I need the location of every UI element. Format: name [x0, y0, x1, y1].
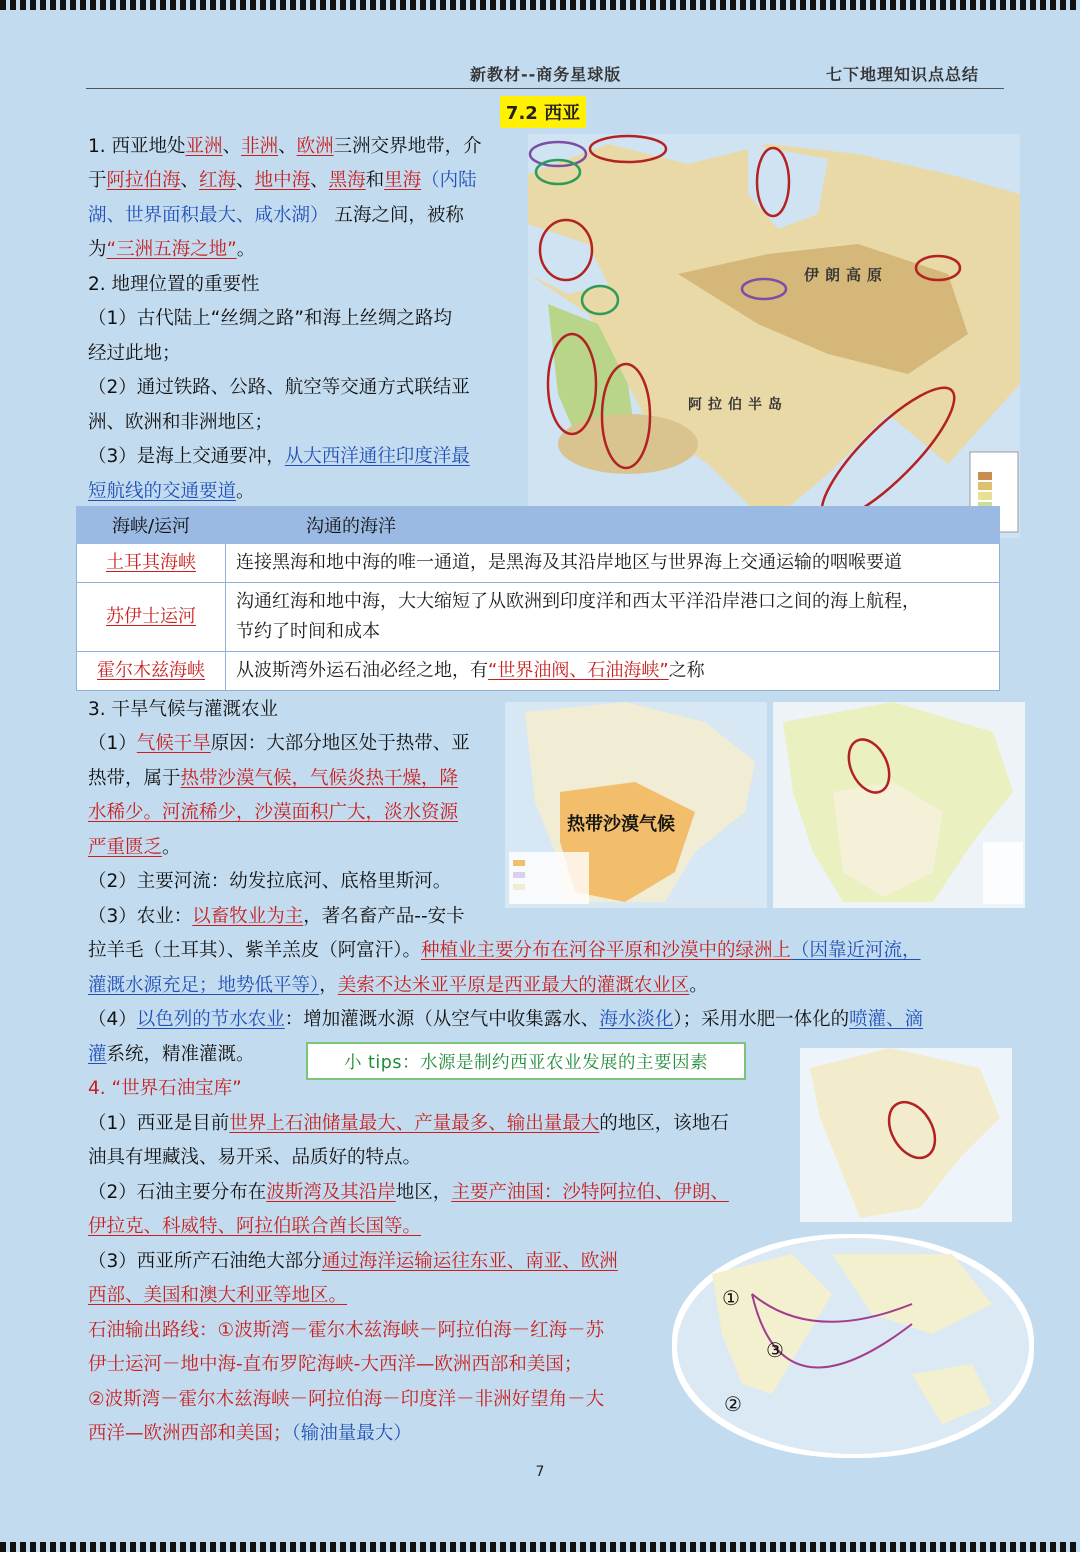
header-right: 七下地理知识点总结: [826, 65, 980, 84]
term: 通过海洋运输运往东亚、南亚、欧洲: [321, 1251, 618, 1272]
text: （3）农业：: [88, 906, 193, 927]
text: 、: [180, 170, 200, 191]
term: 海水淡化: [599, 1009, 674, 1030]
p4-line-f: [88, 1284, 347, 1308]
p3-line-b: [88, 767, 458, 791]
section-title: 7.2 西亚: [500, 96, 586, 128]
p2-s2b: 洲、欧洲和非洲地区；: [88, 412, 274, 433]
oil-route-world-map: [672, 1234, 1034, 1458]
table-cell-value: [226, 652, 1000, 691]
term: 热带沙漠气候，气候炎热干燥，降: [180, 768, 459, 789]
p1-line1: [88, 135, 482, 159]
p4-line-a: [88, 1112, 729, 1136]
table-row: [77, 544, 1000, 583]
text: （1）: [88, 733, 137, 754]
text: 于: [88, 170, 107, 191]
text: 为: [88, 239, 107, 260]
note: 灌溉水源充足；地势低平等）: [88, 975, 320, 996]
term: 伊拉克、科威特、阿拉伯联合酋长国等。: [88, 1216, 422, 1237]
text: 拉羊毛（土耳其）、紫羊羔皮（阿富汗）。: [88, 940, 422, 961]
term: 短航线的交通要道: [88, 481, 237, 502]
map-label-desert-climate: 热带沙漠气候: [567, 814, 675, 835]
text: 地区，: [395, 1182, 452, 1203]
text: 、: [278, 136, 297, 157]
table-cell-key: 苏伊士运河: [77, 583, 226, 652]
p4-line-g: 石油输出路线：①波斯湾－霍尔木兹海峡－阿拉伯海－红海－苏: [88, 1320, 605, 1341]
header-rule: [86, 88, 1004, 89]
table-header-row: [77, 507, 1000, 544]
strait-table: [76, 506, 1000, 691]
p4-line-d: [88, 1215, 421, 1239]
text: 、: [310, 170, 329, 191]
table-header-oceans: 沟通的海洋: [226, 507, 1000, 544]
agriculture-map-svg: [773, 702, 1025, 908]
p4-line-h: 伊士运河－地中海-直布罗陀海峡-大西洋—欧洲西部和美国；: [88, 1354, 583, 1375]
term: 主要产油国：沙特阿拉伯、伊朗、: [451, 1182, 729, 1203]
agriculture-map: [773, 702, 1025, 908]
climate-map: [505, 702, 767, 908]
text: ：增加灌溉水源（从空气中收集露水、: [284, 1009, 600, 1030]
route-3-marker: ③: [766, 1338, 784, 1362]
table-row: [77, 583, 1000, 652]
table-cell-key: 霍尔木兹海峡: [77, 652, 226, 691]
p2-s1a: （1）古代陆上“丝绸之路”和海上丝绸之路均: [88, 308, 452, 329]
term: 严重匮乏: [88, 837, 163, 858]
text: （4）: [88, 1009, 137, 1030]
term: 喷灌、滴: [849, 1009, 924, 1030]
p2-s2a: （2）通过铁路、公路、航空等交通方式联结亚: [88, 377, 470, 398]
route-1-marker: ①: [722, 1286, 740, 1310]
term: 红海: [199, 170, 237, 191]
term: 以畜牧业为主: [192, 906, 304, 927]
p3-heading: 3. 干旱气候与灌溉农业: [88, 699, 279, 720]
p1-line3: [88, 204, 464, 228]
p3-line-d: [88, 836, 181, 860]
oil-map-svg: [800, 1048, 1012, 1222]
term-europe: 欧洲: [296, 136, 334, 157]
table-cell-value: 连接黑海和地中海的唯一通道，是黑海及其沿岸地区与世界海上交通运输的咽喉要道: [226, 544, 1000, 583]
text: 三洲交界地带，介: [333, 136, 482, 157]
world-map-svg: [672, 1234, 1034, 1458]
p2-s1b: 经过此地；: [88, 343, 181, 364]
term: 阿拉伯海: [106, 170, 181, 191]
text: （3）是海上交通要冲，: [88, 446, 285, 467]
top-dotted-border: [0, 0, 1080, 10]
p4-heading: 4. “世界石油宝库”: [88, 1078, 242, 1099]
text: ）；采用水肥一体化的: [673, 1009, 850, 1030]
text: （2）石油主要分布在: [88, 1182, 267, 1203]
text: 从波斯湾外运石油必经之地，有: [236, 660, 488, 681]
p3-line-c: [88, 801, 458, 825]
p3-line-a: [88, 732, 470, 756]
route-2-marker: ②: [724, 1392, 742, 1416]
p3-line-i: [88, 1008, 923, 1032]
text: ，: [319, 975, 338, 996]
term: 里海: [384, 170, 422, 191]
map-label-iran-plateau: 伊朗高原: [804, 266, 889, 284]
p4-line-e: [88, 1250, 618, 1274]
p1-line2: [88, 169, 477, 193]
text: 和: [365, 170, 385, 191]
term: 种植业主要分布在河谷平原和沙漠中的绿洲上: [421, 940, 792, 961]
term: 美索不达米亚平原是西亚最大的灌溉农业区: [337, 975, 690, 996]
table-cell-value: [226, 583, 1000, 652]
term: 以色列的节水农业: [136, 1009, 285, 1030]
term: 世界上石油储量最大、产量最多、输出量最大: [229, 1113, 600, 1134]
text: 。: [236, 239, 256, 260]
table-cell-line: 沟通红海和地中海，大大缩短了从欧洲到印度洋和西太平洋沿岸港口之间的海上航程，: [236, 591, 920, 612]
text: （3）西亚所产石油绝大部分: [88, 1251, 322, 1272]
page-number: 7: [535, 1464, 545, 1480]
tips-box: 小 tips：水源是制约西亚农业发展的主要因素: [306, 1042, 746, 1080]
table-cell-line: 节约了时间和成本: [236, 621, 380, 642]
text: 之称: [668, 660, 705, 681]
p4-line-b: 油具有埋藏浅、易开采、品质好的特点。: [88, 1147, 422, 1168]
text: 原因：大部分地区处于热带、亚: [210, 733, 470, 754]
term: 从大西洋通往印度洋最: [284, 446, 470, 467]
text: （1）西亚是目前: [88, 1113, 230, 1134]
note: （输油量最大）: [291, 1423, 412, 1444]
text: 。: [689, 975, 708, 996]
text: 热带，属于: [88, 768, 181, 789]
text: 西洋—欧洲西部和美国；: [88, 1423, 292, 1444]
header-left: 新教材--商务星球版: [470, 65, 622, 84]
map-label-arab-peninsula: 阿拉伯半岛: [688, 397, 788, 413]
p4-line-c: [88, 1181, 729, 1205]
p3-line-j: [88, 1043, 255, 1067]
p3-line-h: [88, 974, 708, 998]
p2-heading: 2. 地理位置的重要性: [88, 274, 260, 295]
text: 的地区，该地石: [599, 1113, 729, 1134]
note: （因靠近河流，: [791, 940, 921, 961]
text: 1. 西亚地处: [88, 136, 186, 157]
p4-line-j: [88, 1422, 412, 1446]
west-asia-map: [528, 134, 1020, 538]
term: 灌: [88, 1044, 107, 1065]
term: 波斯湾及其沿岸: [266, 1182, 396, 1203]
table-cell-key: 土耳其海峡: [77, 544, 226, 583]
term: “世界油阀、石油海峡”: [488, 660, 669, 681]
text: 。: [236, 481, 255, 502]
p2-s3a: [88, 445, 470, 469]
table-header-strait: 海峡/运河: [77, 507, 226, 544]
term: 黑海: [328, 170, 366, 191]
text: ，著名畜产品--安卡: [303, 906, 465, 927]
note: 湖、世界面积最大、咸水湖）: [88, 205, 329, 226]
climate-map-svg: [505, 702, 767, 908]
term: “三洲五海之地”: [106, 239, 237, 260]
p3-line-g: [88, 939, 921, 963]
text: 系统，精准灌溉。: [106, 1044, 255, 1065]
text: 、: [222, 136, 242, 157]
oil-distribution-map: [800, 1048, 1012, 1222]
term: 气候干旱: [136, 733, 211, 754]
p4-line-i: ②波斯湾－霍尔木兹海峡－阿拉伯海－印度洋－非洲好望角－大: [88, 1389, 605, 1410]
table-row: [77, 652, 1000, 691]
bottom-dotted-border: [0, 1542, 1080, 1552]
term: 水稀少。河流稀少，沙漠面积广大，淡水资源: [88, 802, 459, 823]
p2-s3c: [88, 480, 255, 504]
text: 五海之间，被称: [328, 205, 464, 226]
term-africa: 非洲: [241, 136, 279, 157]
p1-line4: [88, 238, 255, 262]
text: 。: [162, 837, 181, 858]
term-asia: 亚洲: [185, 136, 223, 157]
text: 、: [236, 170, 255, 191]
p3-line-f: [88, 905, 465, 929]
west-asia-map-svg: [528, 134, 1020, 538]
term: 地中海: [254, 170, 311, 191]
p3-line-e: （2）主要河流：幼发拉底河、底格里斯河。: [88, 871, 452, 892]
term: 西部、美国和澳大利亚等地区。: [88, 1285, 348, 1306]
note: （内陆: [421, 170, 477, 191]
